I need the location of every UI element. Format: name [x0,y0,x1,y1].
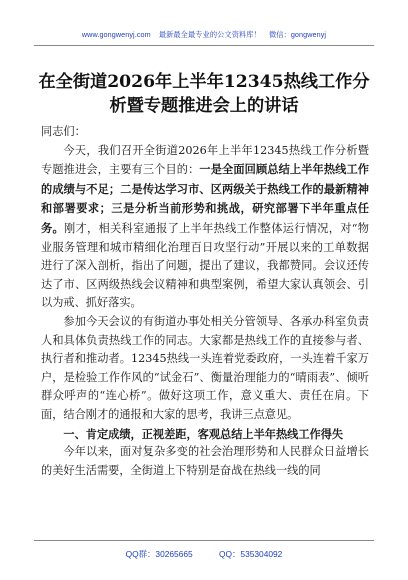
document-body [41,123,369,480]
intro-tail: 刚才，相关科室通报了上半年热线工作整体运行情况，对“物业服务管理和城市精细化治理百日攻坚行动”开展以来的工单数据进行了深入剖析，指出了问题，提出了建议，我都赞同。会议还传达了市、区两级热线会议精神和典型案例，希望大家认真领会、引以为戒、抓好落实。 [41,221,369,310]
paragraph-attendees: 参加今天会议的有街道办事处相关分管领导、各承办科室负责人和具体负责热线工作的同志。大家都是热线工作的直接参与者、执行者和推动者。12345热线一头连着党委政府，一头连着千家万户，是检验工作作风的“试金石”、衡量治理能力的“晴雨表”、倾听群众呼声的“连心桥”。做好这项工作，意义重大、责任在肩。下面，结合刚才的通报和大家的思考，我讲三点意见。 [41,314,369,421]
footer-divider [34,540,374,541]
salutation: 同志们： [41,125,86,138]
page-footer [0,548,408,560]
intro-bold-purposes: 一是全面回顾总结上半年热线工作的成绩与不足；二是传达学习市、区两级关于热线工作的最新精神和部署要求；三是分析当前形势和挑战，研究部署下半年重点任务。 [41,162,369,235]
header-divider [34,45,374,46]
page-header [0,30,408,40]
section-heading-1: 一、肯定成绩，正视差距，客观总结上半年热线工作得失 [63,426,344,441]
footer-qq: QQ：535304092 [219,549,283,559]
title-line-2: 析暨专题推进会上的讲话 [109,96,299,116]
document-title [30,70,378,118]
header-site-link[interactable]: www.gongwenyj.com [81,30,151,39]
footer-qq-group: QQ群：30265665 [125,549,193,559]
title-line-1: 在全街道2026年上半年12345热线工作分 [38,72,370,92]
intro-lead: 今天，我们召开全街道2026年上半年12345热线工作分析暨专题推进会，主要有三个目的： [41,143,369,177]
header-slogan: 最新最全最专业的公文资料库！ [158,30,261,39]
header-wechat: 微信：gongwenyj [268,30,327,39]
paragraph-section-1: 今年以来，面对复杂多变的社会治理形势和人民群众日益增长的美好生活需要，全街道上下特别是奋战在热线一线的同 [41,445,369,477]
paragraph-intro [41,142,369,313]
